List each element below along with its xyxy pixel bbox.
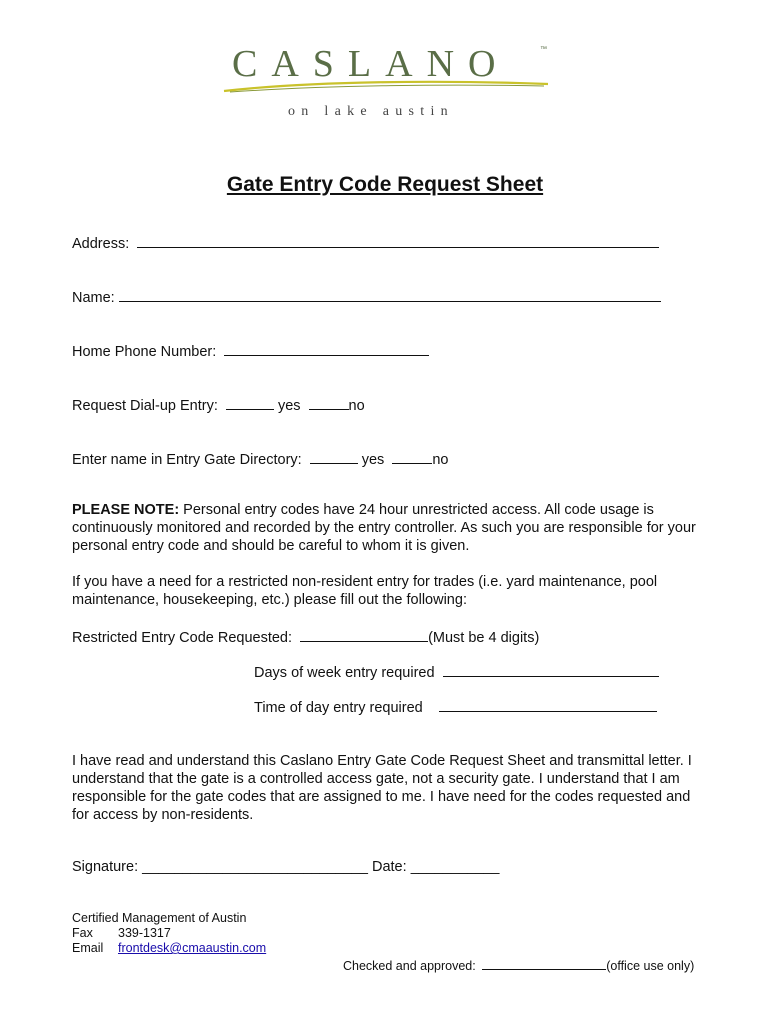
footer-email-row (72, 941, 266, 956)
days-of-week-row (254, 662, 659, 682)
home-phone-row (72, 341, 429, 361)
directory-yes-field[interactable] (310, 449, 358, 464)
footer-fax-label: Fax (72, 926, 93, 940)
restricted-code-field[interactable] (300, 627, 428, 642)
directory-yes-label: yes (361, 452, 385, 468)
restricted-code-hint: (Must be 4 digits) (428, 630, 540, 646)
restricted-code-row (72, 627, 539, 647)
logo-subtitle: on lake austin (288, 104, 454, 119)
days-of-week-field[interactable] (443, 662, 659, 677)
name-row (72, 287, 661, 307)
signature-row (72, 858, 499, 876)
days-of-week-label: Days of week entry required (254, 665, 435, 681)
signature-field[interactable]: ____________________________ (142, 859, 368, 875)
time-of-day-row (254, 697, 657, 717)
please-note-heading: PLEASE NOTE: (72, 502, 180, 518)
dialup-no-field[interactable] (309, 395, 349, 410)
name-label: Name: (72, 290, 115, 306)
name-field[interactable] (119, 287, 661, 302)
time-of-day-label: Time of day entry required (254, 700, 423, 716)
home-phone-label: Home Phone Number: (72, 344, 217, 360)
dialup-yes-field[interactable] (226, 395, 274, 410)
restricted-intro-paragraph: If you have a need for a restricted non-resident entry for trades (i.e. yard maintenance, pool maintenance, housekeeping, etc.) please fill out the following: (72, 574, 658, 608)
directory-no-field[interactable] (392, 449, 432, 464)
office-use-label: (office use only) (606, 959, 695, 973)
address-row (72, 233, 659, 253)
footer-email-link[interactable]: frontdesk@cmaaustin.com (118, 941, 267, 955)
time-of-day-field[interactable] (439, 697, 657, 712)
checked-approved-field[interactable] (482, 957, 606, 970)
footer-company: Certified Management of Austin (72, 911, 247, 925)
checked-approved-label: Checked and approved: (343, 959, 476, 973)
restricted-code-label: Restricted Entry Code Requested: (72, 630, 293, 646)
checked-approved-row (343, 957, 694, 974)
logo-wordmark: CASLANO (232, 43, 510, 85)
logo-swoosh-icon (222, 80, 552, 94)
dialup-no-label: no (348, 398, 365, 414)
address-field[interactable] (137, 233, 659, 248)
dialup-yes-label: yes (277, 398, 301, 414)
footer-email-label: Email (72, 941, 104, 955)
dialup-label: Request Dial-up Entry: (72, 398, 218, 414)
directory-no-label: no (432, 452, 449, 468)
caslano-logo (0, 34, 770, 124)
dialup-row (72, 395, 365, 415)
signature-label: Signature: (72, 859, 139, 875)
footer-fax-value: 339-1317 (118, 926, 171, 940)
date-field[interactable]: ___________ (410, 859, 500, 875)
logo-trademark: ™ (540, 46, 547, 53)
home-phone-field[interactable] (224, 341, 429, 356)
please-note-paragraph (72, 501, 702, 555)
address-label: Address: (72, 236, 130, 252)
date-label: Date: (371, 859, 407, 875)
please-note-text: Personal entry codes have 24 hour unrestricted access. All code usage is continuously monitored and recorded by the entry controller. As such you are responsible for your personal entry code and should be careful to whom it is given. (72, 502, 696, 554)
agreement-paragraph: I have read and understand this Caslano Entry Gate Code Request Sheet and transmittal letter. I understand that the gate is a controlled access gate, not a security gate. I understand that I am responsible for the gate codes that are assigned to me. I have need for the codes requested and for access by non-residents. (72, 753, 692, 823)
directory-row (72, 449, 448, 469)
footer-fax-row (72, 926, 171, 941)
page-title: Gate Entry Code Request Sheet (226, 173, 544, 196)
directory-label: Enter name in Entry Gate Directory: (72, 452, 302, 468)
